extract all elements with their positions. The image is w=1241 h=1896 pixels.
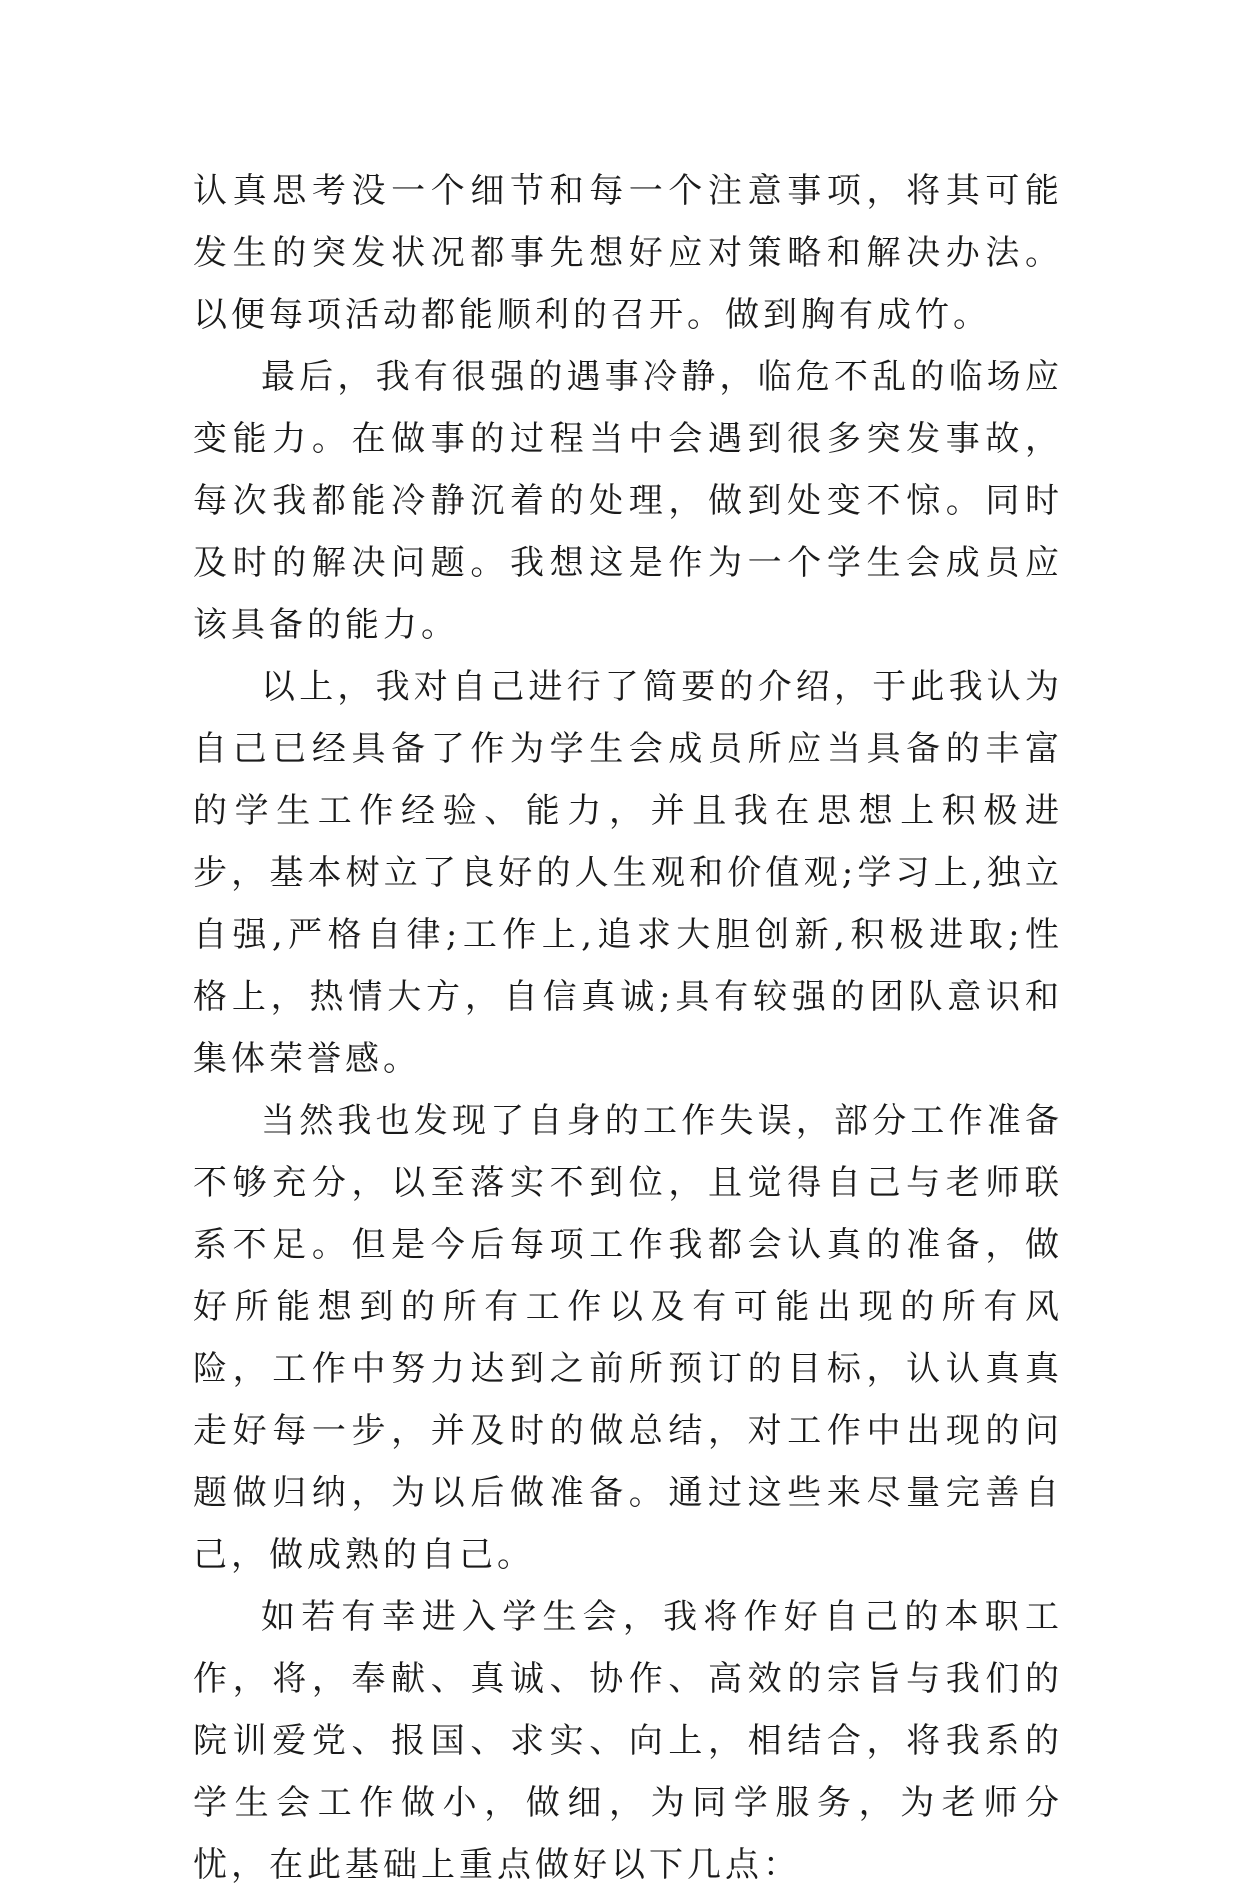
paragraph-continuation: 认真思考没一个细节和每一个注意事项，将其可能发生的突发状况都事先想好应对策略和解决办法。以便每项活动都能顺利的召开。做到胸有成竹。 [193,171,1063,335]
paragraph-summary: 以上，我对自己进行了简要的介绍，于此我认为自己已经具备了作为学生会成员所应当具备的丰富的学生工作经验、能力，并且我在思想上积极进步，基本树立了良好的人生观和价值观;学习上,独立自强,严格自律;工作上,追求大胆创新,积极进取;性格上，热情大方，自信真诚;具有较强的团队意识和集体荣誉感。 [193,667,1063,1079]
document-body [193,160,1063,1896]
paragraph-commitment: 如若有幸进入学生会，我将作好自己的本职工作，将，奉献、真诚、协作、高效的宗旨与我们的院训爱党、报国、求实、向上，相结合，将我系的学生会工作做小，做细，为同学服务，为老师分忧，在此基础上重点做好以下几点： [193,1597,1063,1885]
paragraph-shortcomings: 当然我也发现了自身的工作失误，部分工作准备不够充分，以至落实不到位，且觉得自己与老师联系不足。但是今后每项工作我都会认真的准备，做好所能想到的所有工作以及有可能出现的所有风险，工作中努力达到之前所预订的目标，认认真真走好每一步，并及时的做总结，对工作中出现的问题做归纳，为以后做准备。通过这些来尽量完善自己，做成熟的自己。 [193,1101,1063,1575]
paragraph-composure: 最后，我有很强的遇事冷静，临危不乱的临场应变能力。在做事的过程当中会遇到很多突发事故，每次我都能冷静沉着的处理，做到处变不惊。同时及时的解决问题。我想这是作为一个学生会成员应该具备的能力。 [193,357,1063,645]
